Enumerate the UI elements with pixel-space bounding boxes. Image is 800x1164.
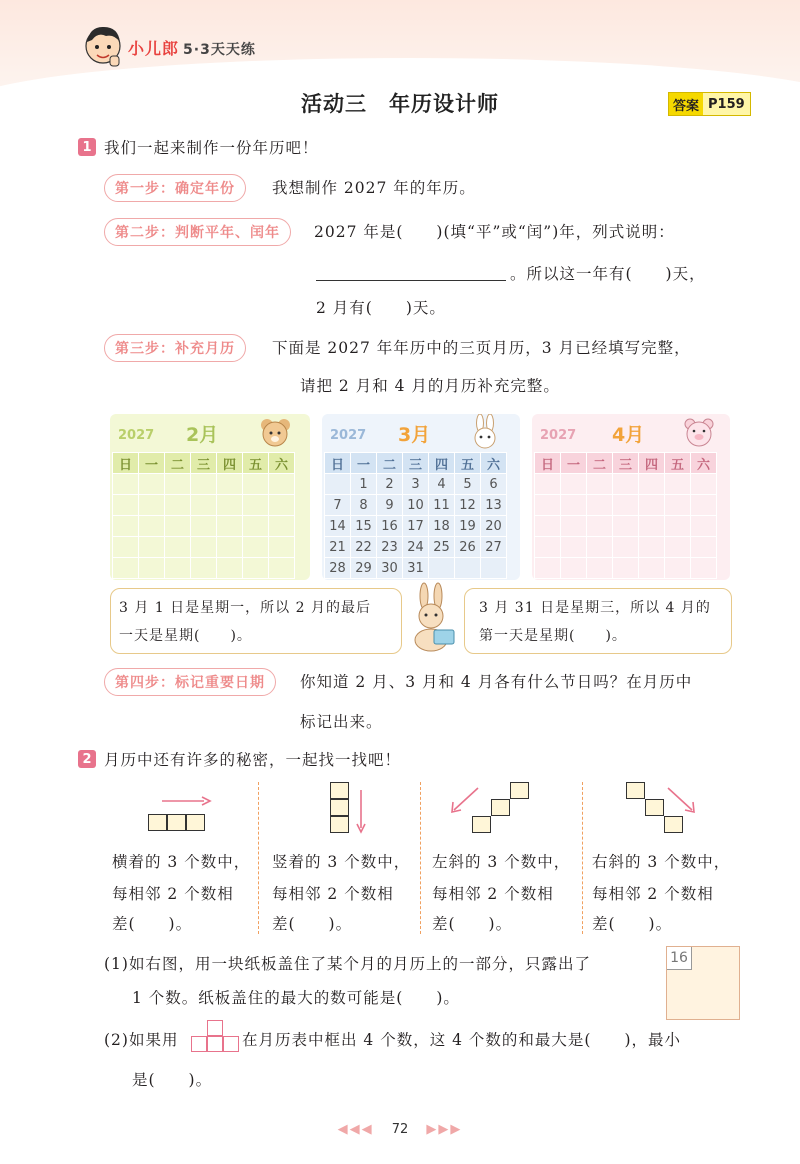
pig-icon [682, 416, 716, 448]
pattern-line: 横着的 3 个数中， [112, 853, 251, 871]
calendar-day-cell[interactable] [561, 537, 587, 558]
calendar-day-cell[interactable] [269, 495, 295, 516]
calendar-day-cell[interactable] [113, 516, 139, 537]
calendar-day-cell: 7 [325, 495, 351, 516]
calendar-day-cell[interactable] [561, 495, 587, 516]
calendar-day-cell: 16 [377, 516, 403, 537]
calendar-day-cell: 6 [481, 474, 507, 495]
calendar-day-cell[interactable] [217, 474, 243, 495]
calendar-day-cell: 25 [429, 537, 455, 558]
calendar-day-cell[interactable] [243, 474, 269, 495]
calendar-day-cell[interactable] [113, 537, 139, 558]
frame-cell [207, 1036, 223, 1052]
weekday-header: 六 [481, 453, 507, 474]
answer-blank-line[interactable] [316, 280, 506, 281]
dashed-divider [258, 782, 259, 934]
step3-line2: 请把 2 月和 4 月的月历补充完整。 [300, 377, 560, 395]
weekday-header: 二 [587, 453, 613, 474]
dashed-divider [420, 782, 421, 934]
grid-cell [664, 816, 683, 833]
calendar-day-cell[interactable] [217, 495, 243, 516]
bear-icon [258, 416, 292, 448]
calendar-day-cell: 13 [481, 495, 507, 516]
weekday-header: 五 [243, 453, 269, 474]
step3-line1: 下面是 2027 年年历中的三页月历，3 月已经填写完整， [272, 339, 691, 357]
header-curve [0, 58, 800, 178]
pattern-line: 左斜的 3 个数中， [432, 853, 571, 871]
weekday-header: 一 [351, 453, 377, 474]
sub2-line2[interactable]: 是( )。 [132, 1071, 213, 1089]
feb-year: 2027 [118, 428, 155, 443]
brand-series: 5·3天天练 [183, 42, 256, 58]
calendar-day-cell[interactable] [639, 537, 665, 558]
calendar-day-cell[interactable] [535, 516, 561, 537]
calendar-day-cell: 30 [377, 558, 403, 579]
grid-cell [645, 799, 664, 816]
calendar-day-cell[interactable] [613, 516, 639, 537]
answer-label: 答案 [669, 93, 703, 115]
pattern-line: 每相邻 2 个数相 [272, 885, 394, 903]
pattern-line: 右斜的 3 个数中， [592, 853, 731, 871]
vertical-pattern-diagram [330, 782, 380, 842]
calendar-day-cell[interactable] [139, 537, 165, 558]
right-arrow-icon [162, 796, 212, 806]
calendar-day-cell: 21 [325, 537, 351, 558]
pattern-line: 每相邻 2 个数相 [592, 885, 714, 903]
bubble-right [464, 588, 732, 654]
calendar-day-cell[interactable] [665, 537, 691, 558]
answer-tag [668, 92, 751, 116]
page-number [0, 1122, 800, 1137]
calendar-day-cell[interactable] [165, 516, 191, 537]
step4-line1: 你知道 2 月、3 月和 4 月各有什么节日吗？在月历中 [300, 673, 693, 691]
apr-grid [534, 452, 717, 579]
q2-prompt: 月历中还有许多的秘密，一起找一找吧！ [104, 751, 402, 769]
covered-calendar-board [666, 946, 740, 1020]
grid-cell [167, 814, 186, 831]
page-number-value: 72 [391, 1122, 409, 1137]
weekday-header: 二 [165, 453, 191, 474]
sub2-post[interactable]: 在月历表中框出 4 个数，这 4 个数的和最大是( )，最小 [242, 1031, 682, 1049]
calendar-day-cell: 27 [481, 537, 507, 558]
calendar-day-cell: 10 [403, 495, 429, 516]
calendar-day-cell[interactable] [191, 516, 217, 537]
calendar-day-cell: 23 [377, 537, 403, 558]
calendar-day-cell: 31 [403, 558, 429, 579]
calendar-day-cell[interactable] [165, 537, 191, 558]
right-arrows-icon: ▶▶▶ [426, 1122, 463, 1137]
calendar-day-cell[interactable] [269, 474, 295, 495]
grid-cell [330, 816, 349, 833]
calendar-day-cell[interactable] [217, 558, 243, 579]
calendar-day-cell[interactable] [561, 558, 587, 579]
calendar-day-cell: 28 [325, 558, 351, 579]
calendar-day-cell[interactable] [217, 537, 243, 558]
visible-number: 16 [667, 947, 692, 970]
mar-month: 3月 [398, 424, 431, 446]
calendar-day-cell[interactable] [243, 495, 269, 516]
brand [128, 36, 256, 59]
calendar-day-cell: 4 [429, 474, 455, 495]
frame-cell [207, 1020, 223, 1036]
calendar-day-cell[interactable] [691, 558, 717, 579]
feb-month: 2月 [186, 424, 219, 446]
calendar-day-cell[interactable] [535, 558, 561, 579]
mar-grid [324, 452, 507, 579]
calendar-day-cell[interactable] [113, 495, 139, 516]
calendar-day-cell: 14 [325, 516, 351, 537]
weekday-header: 二 [377, 453, 403, 474]
calendar-day-cell[interactable] [113, 558, 139, 579]
weekday-header: 五 [455, 453, 481, 474]
calendar-day-cell[interactable] [613, 495, 639, 516]
down-arrow-icon [356, 790, 366, 834]
calendar-day-cell[interactable] [561, 474, 587, 495]
sub1-line2[interactable]: 1 个数。纸板盖住的最大的数可能是( )。 [132, 989, 460, 1007]
step4-label: 第四步：标记重要日期 [104, 668, 276, 696]
pattern-line: 每相邻 2 个数相 [432, 885, 554, 903]
reading-rabbit-icon [404, 582, 460, 654]
feb-grid [112, 452, 295, 579]
calendar-day-cell[interactable] [243, 516, 269, 537]
calendar-day-cell[interactable] [139, 495, 165, 516]
calendar-day-cell: 1 [351, 474, 377, 495]
calendar-day-cell[interactable] [165, 474, 191, 495]
grid-cell [510, 782, 529, 799]
calendar-day-cell[interactable] [639, 558, 665, 579]
mar-year: 2027 [330, 428, 367, 443]
calendar-day-cell [481, 558, 507, 579]
calendar-day-cell: 12 [455, 495, 481, 516]
step2-label: 第二步：判断平年、闰年 [104, 218, 291, 246]
calendar-day-cell: 2 [377, 474, 403, 495]
page-title: 活动三 年历设计师 [301, 92, 499, 116]
calendar-day-cell[interactable] [691, 537, 717, 558]
pattern-line: 每相邻 2 个数相 [112, 885, 234, 903]
calendar-day-cell: 3 [403, 474, 429, 495]
calendar-day-cell[interactable] [191, 558, 217, 579]
step3-label: 第三步：补充月历 [104, 334, 246, 362]
bubble-left [110, 588, 402, 654]
calendar-day-cell: 8 [351, 495, 377, 516]
calendar-day-cell[interactable] [613, 537, 639, 558]
calendar-february [110, 414, 310, 580]
calendar-day-cell: 15 [351, 516, 377, 537]
calendar-day-cell: 17 [403, 516, 429, 537]
calendar-day-cell: 29 [351, 558, 377, 579]
calendar-day-cell[interactable] [535, 495, 561, 516]
calendar-day-cell[interactable] [217, 516, 243, 537]
horizontal-pattern-diagram [148, 796, 228, 836]
weekday-header: 三 [403, 453, 429, 474]
pattern-answer[interactable]: 差( )。 [432, 915, 513, 933]
brand-name: 小儿郎 [128, 39, 180, 58]
weekday-header: 日 [535, 453, 561, 474]
step1-text: 我想制作 2027 年的年历。 [272, 179, 476, 197]
calendar-april [532, 414, 730, 580]
step4-line2: 标记出来。 [300, 713, 383, 731]
apr-year: 2027 [540, 428, 577, 443]
calendar-day-cell[interactable] [191, 537, 217, 558]
grid-cell [330, 782, 349, 799]
grid-cell [148, 814, 167, 831]
weekday-header: 五 [665, 453, 691, 474]
pattern-answer[interactable]: 差( )。 [592, 915, 673, 933]
right-diagonal-pattern-diagram [626, 782, 716, 842]
calendar-day-cell[interactable] [665, 495, 691, 516]
weekday-header: 三 [191, 453, 217, 474]
calendar-day-cell[interactable] [165, 495, 191, 516]
step2-line3[interactable]: 2 月有( )天。 [316, 299, 446, 317]
calendar-day-cell[interactable] [561, 516, 587, 537]
bubble-left-line2[interactable]: 一天是星期( )。 [119, 628, 252, 644]
calendar-day-cell[interactable] [269, 537, 295, 558]
calendar-day-cell[interactable] [139, 516, 165, 537]
calendar-march [322, 414, 520, 580]
calendar-day-cell[interactable] [613, 474, 639, 495]
boy-mascot-icon [80, 22, 126, 74]
calendar-day-cell: 5 [455, 474, 481, 495]
calendar-day-cell[interactable] [691, 516, 717, 537]
question-number-1: 1 [78, 138, 96, 156]
calendar-day-cell[interactable] [639, 474, 665, 495]
pattern-answer[interactable]: 差( )。 [112, 915, 193, 933]
frame-cell [191, 1036, 207, 1052]
weekday-header: 四 [639, 453, 665, 474]
calendar-day-cell[interactable] [587, 537, 613, 558]
sub1-line1: (1)如右图，用一块纸板盖住了某个月的月历上的一部分，只露出了 [104, 955, 591, 973]
calendar-day-cell[interactable] [535, 537, 561, 558]
bubble-right-line2[interactable]: 第一天是星期( )。 [479, 628, 627, 644]
calendar-day-cell[interactable] [665, 516, 691, 537]
weekday-header: 一 [561, 453, 587, 474]
calendar-day-cell[interactable] [613, 558, 639, 579]
t-shape-frame [190, 1020, 240, 1054]
answer-page: P159 [708, 96, 745, 112]
q1-prompt: 我们一起来制作一份年历吧！ [104, 139, 319, 157]
calendar-day-cell[interactable] [587, 516, 613, 537]
grid-cell [626, 782, 645, 799]
grid-cell [330, 799, 349, 816]
weekday-header: 六 [691, 453, 717, 474]
calendar-day-cell[interactable] [269, 516, 295, 537]
calendar-day-cell: 11 [429, 495, 455, 516]
calendar-day-cell[interactable] [691, 495, 717, 516]
weekday-header: 四 [217, 453, 243, 474]
calendar-day-cell: 9 [377, 495, 403, 516]
calendar-day-cell[interactable] [639, 516, 665, 537]
weekday-header: 四 [429, 453, 455, 474]
question-number-2: 2 [78, 750, 96, 768]
left-arrows-icon: ◀◀◀ [337, 1122, 374, 1137]
bubble-left-line1: 3 月 1 日是星期一，所以 2 月的最后 [119, 600, 371, 616]
calendar-day-cell[interactable] [587, 558, 613, 579]
grid-cell [186, 814, 205, 831]
grid-cell [472, 816, 491, 833]
apr-month: 4月 [612, 424, 645, 446]
weekday-header: 三 [613, 453, 639, 474]
frame-cell [223, 1036, 239, 1052]
calendar-day-cell: 19 [455, 516, 481, 537]
calendar-day-cell [455, 558, 481, 579]
rabbit-icon [468, 414, 502, 450]
calendar-day-cell: 26 [455, 537, 481, 558]
step1-label: 第一步：确定年份 [104, 174, 246, 202]
calendar-day-cell[interactable] [639, 495, 665, 516]
bubble-right-line1: 3 月 31 日是星期三，所以 4 月的 [479, 600, 711, 616]
calendar-day-cell [325, 474, 351, 495]
calendar-day-cell[interactable] [113, 474, 139, 495]
calendar-day-cell[interactable] [665, 474, 691, 495]
calendar-day-cell[interactable] [191, 495, 217, 516]
left-diagonal-pattern-diagram [448, 782, 538, 842]
calendar-day-cell [429, 558, 455, 579]
calendar-day-cell[interactable] [691, 474, 717, 495]
calendar-day-cell[interactable] [587, 474, 613, 495]
sub2-pre: (2)如果用 [104, 1031, 179, 1049]
pattern-answer[interactable]: 差( )。 [272, 915, 353, 933]
calendar-day-cell[interactable] [243, 537, 269, 558]
calendar-day-cell: 24 [403, 537, 429, 558]
down-right-arrow-icon [666, 786, 700, 816]
calendar-day-cell[interactable] [243, 558, 269, 579]
weekday-header: 日 [113, 453, 139, 474]
dashed-divider [582, 782, 583, 934]
calendar-day-cell[interactable] [587, 495, 613, 516]
weekday-header: 日 [325, 453, 351, 474]
calendar-day-cell[interactable] [139, 474, 165, 495]
weekday-header: 六 [269, 453, 295, 474]
calendar-day-cell: 22 [351, 537, 377, 558]
calendar-day-cell[interactable] [665, 558, 691, 579]
step2-line1[interactable]: 2027 年是( )(填“平”或“闰”)年，列式说明： [314, 223, 675, 241]
weekday-header: 一 [139, 453, 165, 474]
calendar-day-cell[interactable] [139, 558, 165, 579]
calendar-day-cell[interactable] [535, 474, 561, 495]
calendar-day-cell[interactable] [269, 558, 295, 579]
down-left-arrow-icon [448, 786, 482, 816]
pattern-line: 竖着的 3 个数中， [272, 853, 411, 871]
calendar-day-cell: 18 [429, 516, 455, 537]
grid-cell [491, 799, 510, 816]
step2-line2[interactable]: 。所以这一年有( )天， [510, 265, 706, 283]
calendar-day-cell: 20 [481, 516, 507, 537]
calendar-day-cell[interactable] [165, 558, 191, 579]
calendar-day-cell[interactable] [191, 474, 217, 495]
